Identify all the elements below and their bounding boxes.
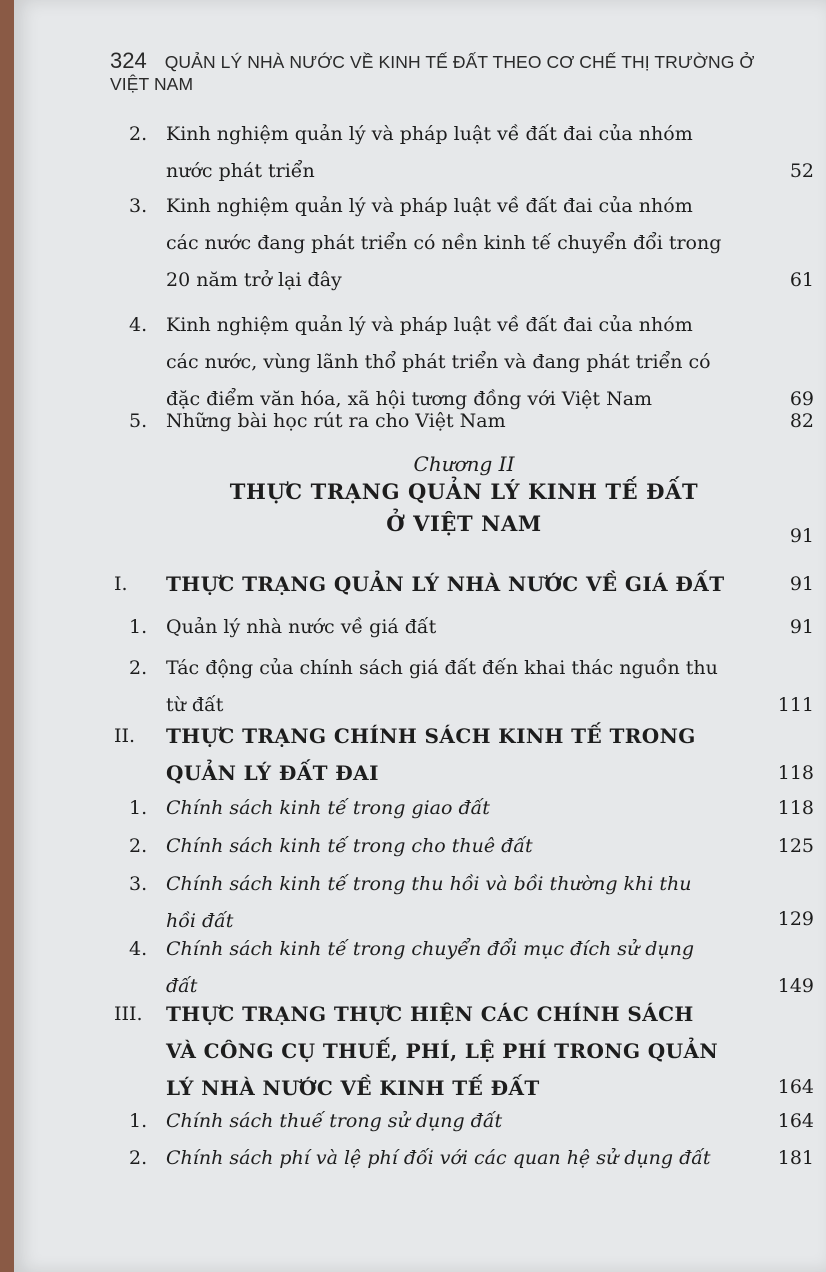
toc-entry bbox=[114, 1103, 814, 1140]
toc-entry-text: THỰC TRẠNG QUẢN LÝ NHÀ NƯỚC VỀ GIÁ ĐẤT bbox=[166, 572, 725, 596]
toc-entry-page: 69 bbox=[789, 388, 814, 410]
toc-entry-text: THỰC TRẠNG CHÍNH SÁCH KINH TẾ TRONG QUẢN LÝ ĐẤT ĐAI bbox=[166, 724, 696, 785]
toc-entry-page: 111 bbox=[777, 694, 814, 716]
toc-entry-text: Chính sách kinh tế trong cho thuê đất bbox=[166, 835, 533, 857]
toc-entry-text: Quản lý nhà nước về giá đất bbox=[166, 616, 437, 638]
toc-entry-text: Kinh nghiệm quản lý và pháp luật về đất đai của nhóm nước phát triển bbox=[166, 123, 693, 182]
toc-entry-page: 91 bbox=[789, 573, 814, 595]
chapter-title-line1: THỰC TRẠNG QUẢN LÝ KINH TẾ ĐẤT bbox=[229, 479, 699, 504]
toc-entry-number: 2. bbox=[129, 1147, 148, 1169]
running-header bbox=[110, 48, 796, 95]
toc-entry bbox=[114, 188, 814, 299]
toc-entry bbox=[114, 931, 814, 1005]
toc-entry-page: 118 bbox=[777, 797, 814, 819]
book-page bbox=[14, 0, 826, 1272]
running-title: QUẢN LÝ NHÀ NƯỚC VỀ KINH TẾ ĐẤT THEO CƠ CHẾ THỊ TRƯỜNG Ở VIỆT NAM bbox=[110, 52, 755, 94]
toc-entry-page: 181 bbox=[777, 1147, 814, 1169]
page-number: 324 bbox=[110, 48, 147, 73]
toc-entry-page: 129 bbox=[777, 908, 814, 930]
toc-entry-page: 82 bbox=[789, 410, 814, 432]
toc-entry-text: Kinh nghiệm quản lý và pháp luật về đất đai của nhóm các nước đang phát triển có nền kinh tế chuyển đổi trong 20 năm trở lại đây bbox=[166, 195, 722, 291]
toc-entry-page: 91 bbox=[789, 616, 814, 638]
toc-entry bbox=[114, 116, 814, 190]
chapter-page-entry bbox=[114, 518, 814, 555]
toc-entry-text: Những bài học rút ra cho Việt Nam bbox=[166, 410, 506, 432]
toc-entry-number: 1. bbox=[129, 797, 148, 819]
toc-entry bbox=[114, 650, 814, 724]
toc-entry-number: 1. bbox=[129, 1110, 148, 1132]
toc-entry bbox=[114, 403, 814, 440]
toc-entry-page: 125 bbox=[777, 835, 814, 857]
toc-section bbox=[114, 718, 814, 792]
toc-entry bbox=[114, 1140, 814, 1177]
toc-entry-number: II. bbox=[114, 725, 136, 747]
toc-entry-page: 91 bbox=[789, 525, 814, 547]
toc-entry-page: 149 bbox=[777, 975, 814, 997]
toc-entry-text: Chính sách kinh tế trong giao đất bbox=[166, 797, 490, 819]
toc-entry-text: Chính sách kinh tế trong chuyển đổi mục đích sử dụng đất bbox=[166, 938, 695, 997]
toc-entry-number: 3. bbox=[129, 195, 148, 217]
toc-entry-number: 1. bbox=[129, 616, 148, 638]
toc-entry bbox=[114, 866, 814, 938]
toc-entry-number: 5. bbox=[129, 410, 148, 432]
toc-entry-page: 164 bbox=[777, 1076, 814, 1098]
toc-entry-number: I. bbox=[114, 573, 128, 595]
toc-entry-page: 61 bbox=[789, 269, 814, 291]
toc-entry-text: Chính sách kinh tế trong thu hồi và bồi thường khi thu hồi đất bbox=[166, 873, 692, 932]
toc-entry bbox=[114, 609, 814, 646]
toc-entry-text: Chính sách phí và lệ phí đối với các quan hệ sử dụng đất bbox=[166, 1147, 711, 1169]
chapter-label: Chương II bbox=[413, 452, 515, 476]
toc-entry-page: 164 bbox=[777, 1110, 814, 1132]
toc-entry-text: Kinh nghiệm quản lý và pháp luật về đất đai của nhóm các nước, vùng lãnh thổ phát triển và đang phát triển có đặc điểm văn hóa, xã hội tương đồng với Việt Nam bbox=[166, 314, 711, 410]
toc-entry bbox=[114, 828, 814, 865]
toc-entry-number: 2. bbox=[129, 657, 148, 679]
toc-entry-text: THỰC TRẠNG THỰC HIỆN CÁC CHÍNH SÁCH VÀ CÔNG CỤ THUẾ, PHÍ, LỆ PHÍ TRONG QUẢN LÝ NHÀ NƯỚC VỀ KINH TẾ ĐẤT bbox=[166, 1002, 719, 1100]
toc-entry-text: Tác động của chính sách giá đất đến khai thác nguồn thu từ đất bbox=[166, 657, 718, 716]
toc-section bbox=[114, 996, 814, 1106]
toc-entry-number: III. bbox=[114, 1003, 143, 1025]
toc-entry-number: 2. bbox=[129, 123, 148, 145]
toc-entry-page: 118 bbox=[777, 762, 814, 784]
toc-entry-number: 4. bbox=[129, 938, 148, 960]
chapter-title-line2: Ở VIỆT NAM bbox=[386, 511, 542, 536]
toc-entry-number: 2. bbox=[129, 835, 148, 857]
toc-entry bbox=[114, 790, 814, 827]
toc-entry-page: 52 bbox=[789, 160, 814, 182]
toc-entry-number: 3. bbox=[129, 873, 148, 895]
toc-entry-number: 4. bbox=[129, 314, 148, 336]
toc-entry-text: Chính sách thuế trong sử dụng đất bbox=[166, 1110, 503, 1132]
toc-entry bbox=[114, 307, 814, 418]
toc-section bbox=[114, 566, 814, 603]
